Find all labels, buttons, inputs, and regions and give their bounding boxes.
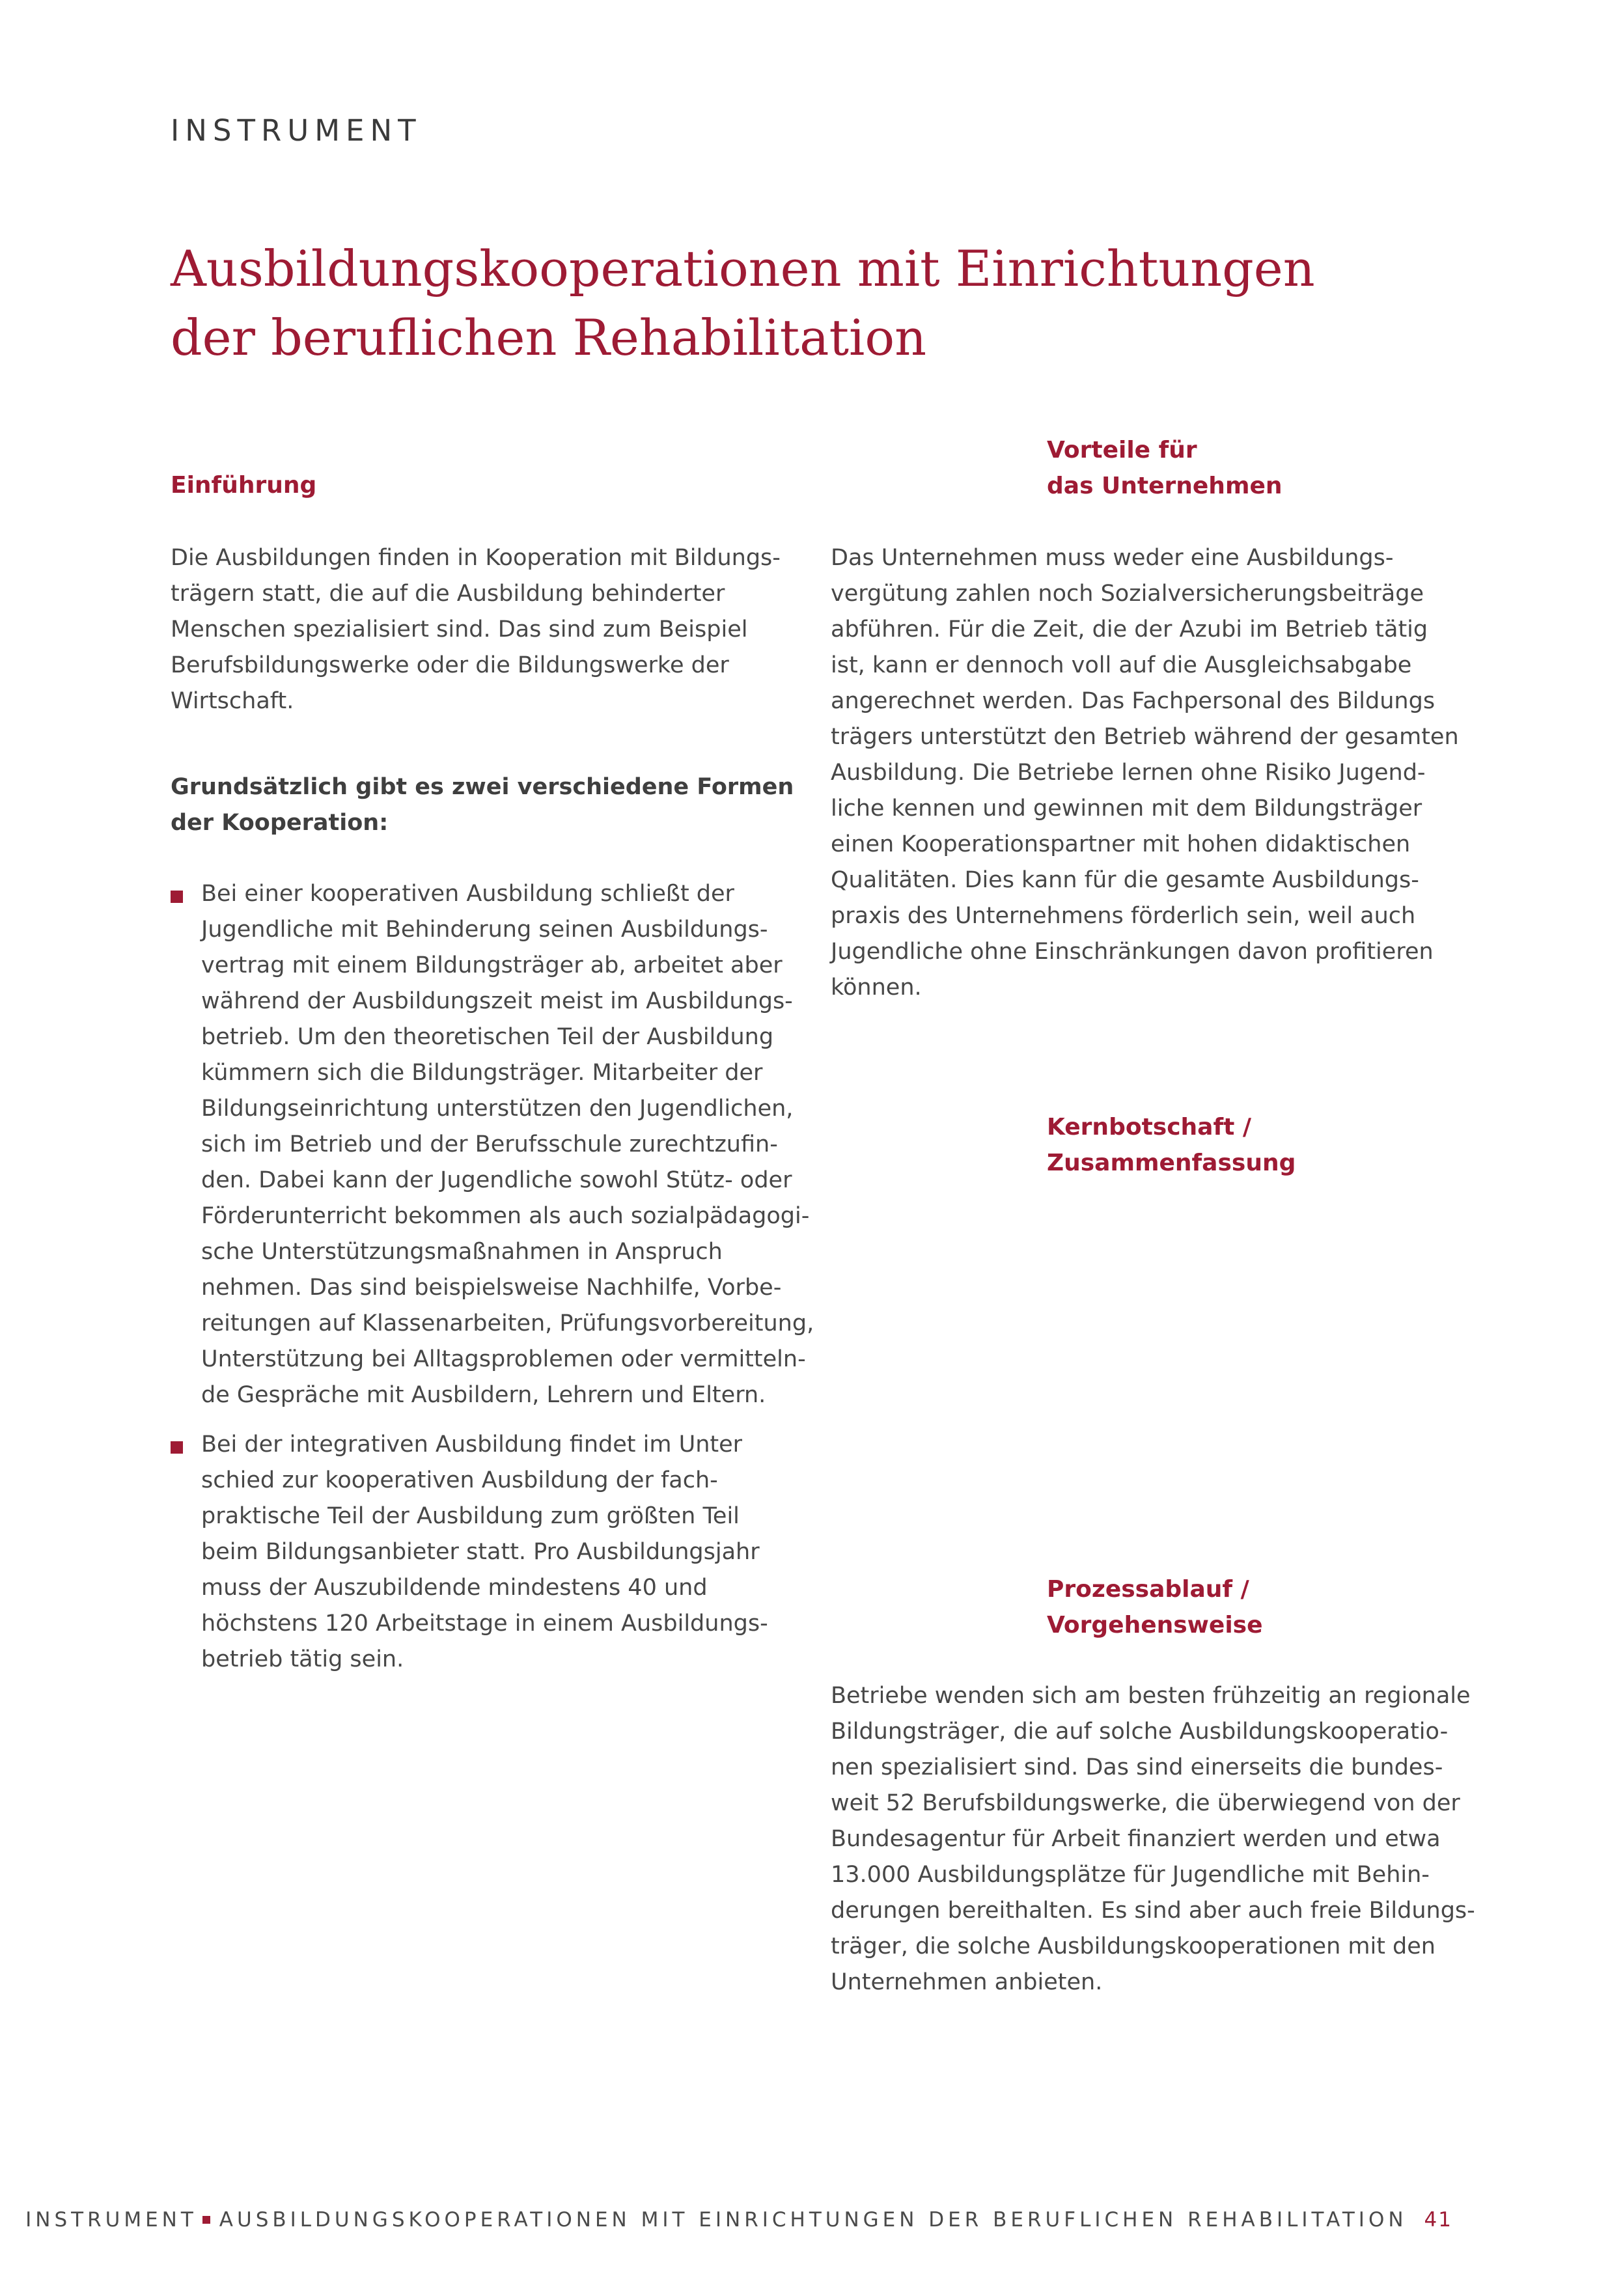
subheading-line: der Kooperation:: [171, 810, 389, 836]
subheading-line: Grundsätzlich gibt es zwei verschiedene Formen: [171, 774, 794, 800]
text-line: Die Ausbildungen finden in Kooperation mit Bildungs-: [171, 545, 781, 571]
text-line: können.: [831, 975, 922, 1001]
text-line: Jugendliche mit Behinderung seinen Ausbildungs-: [201, 917, 768, 943]
text-line: vergütung zahlen noch Sozialversicherungsbeiträge: [831, 581, 1424, 607]
text-line: derungen bereithalten. Es sind aber auch freie Bildungs-: [831, 1898, 1475, 1924]
footer-title: AUSBILDUNGSKOOPERATIONEN MIT EINRICHTUNGEN DER BERUFLICHEN REHABILITATION: [219, 2208, 1408, 2232]
footer-separator: [202, 2216, 210, 2224]
text-line: höchstens 120 Arbeitstage in einem Ausbildungs-: [201, 1611, 768, 1637]
text-line: Menschen spezialisiert sind. Das sind zum Beispiel: [171, 616, 748, 643]
page-footer: [25, 2208, 1452, 2232]
text-line: Bundesagentur für Arbeit finanziert werden und etwa: [831, 1826, 1441, 1852]
heading-line: Vorgehensweise: [1047, 1612, 1263, 1639]
text-line: während der Ausbildungszeit meist im Ausbildungs-: [201, 988, 793, 1014]
heading-line: Prozessablauf /: [1047, 1576, 1249, 1603]
text-line: träger, die solche Ausbildungskooperationen mit den: [831, 1933, 1436, 1959]
list-item: [201, 1427, 768, 1678]
text-line: angerechnet werden. Das Fachpersonal des Bildungs: [831, 688, 1436, 714]
text-line: schied zur kooperativen Ausbildung der fach-: [201, 1467, 718, 1493]
text-line: abführen. Für die Zeit, die der Azubi im Betrieb tätig: [831, 616, 1428, 643]
heading-line: das Unternehmen: [1047, 473, 1283, 499]
vorteile-heading: [1047, 432, 1283, 504]
page-title-line: der beruflichen Rehabilitation: [171, 309, 927, 367]
text-line: Das Unternehmen muss weder eine Ausbildungs-: [831, 545, 1394, 571]
text-line: praxis des Unternehmens förderlich sein, weil auch: [831, 903, 1416, 929]
text-line: nehmen. Das sind beispielsweise Nachhilfe, Vorbe-: [201, 1275, 782, 1301]
heading-text: Einführung: [171, 472, 317, 499]
bullet-marker: [171, 1441, 183, 1454]
text-line: betrieb. Um den theoretischen Teil der Ausbildung: [201, 1024, 774, 1050]
vorteile-paragraph: [831, 540, 1459, 1006]
text-line: Bei einer kooperativen Ausbildung schließt der: [201, 881, 734, 907]
text-line: kümmern sich die Bildungsträger. Mitarbeiter der: [201, 1060, 763, 1086]
text-line: ist, kann er dennoch voll auf die Ausgleichsabgabe: [831, 652, 1412, 678]
page-title: [171, 234, 1473, 372]
section-kicker: INSTRUMENT: [171, 113, 422, 148]
text-line: Bei der integrativen Ausbildung findet im Unter: [201, 1432, 743, 1458]
text-line: Jugendliche ohne Einschränkungen davon profitieren: [831, 939, 1434, 965]
text-line: Bildungseinrichtung unterstützen den Jugendlichen,: [201, 1096, 794, 1122]
text-line: de Gespräche mit Ausbildern, Lehrern und Eltern.: [201, 1382, 766, 1408]
bullet-marker: [171, 891, 183, 903]
text-line: sche Unterstützungsmaßnahmen in Anspruch: [201, 1239, 723, 1265]
text-line: Berufsbildungswerke oder die Bildungswerke der: [171, 652, 729, 678]
kernbotschaft-heading: [1047, 1109, 1296, 1181]
text-line: Unterstützung bei Alltagsproblemen oder vermitteln-: [201, 1346, 806, 1372]
prozessablauf-paragraph: [831, 1678, 1475, 2000]
einfuehrung-paragraph: [171, 540, 781, 719]
text-line: Wirtschaft.: [171, 688, 294, 714]
text-line: den. Dabei kann der Jugendliche sowohl Stütz- oder: [201, 1167, 792, 1193]
text-line: nen spezialisiert sind. Das sind einerseits die bundes-: [831, 1754, 1443, 1780]
text-line: liche kennen und gewinnen mit dem Bildungsträger: [831, 795, 1422, 822]
page-number: 41: [1424, 2208, 1452, 2232]
text-line: sich im Betrieb und der Berufsschule zurechtzufin-: [201, 1131, 778, 1157]
list-item: [201, 876, 814, 1413]
text-line: Unternehmen anbieten.: [831, 1969, 1103, 1995]
text-line: Betriebe wenden sich am besten frühzeitig an regionale: [831, 1683, 1471, 1709]
text-line: weit 52 Berufsbildungswerke, die überwiegend von der: [831, 1790, 1460, 1816]
text-line: betrieb tätig sein.: [201, 1646, 404, 1672]
text-line: praktische Teil der Ausbildung zum größten Teil: [201, 1503, 740, 1529]
text-line: trägers unterstützt den Betrieb während der gesamten: [831, 724, 1459, 750]
text-line: einen Kooperationspartner mit hohen didaktischen: [831, 831, 1411, 857]
prozessablauf-heading: [1047, 1571, 1263, 1643]
heading-line: Zusammenfassung: [1047, 1150, 1296, 1176]
text-line: Ausbildung. Die Betriebe lernen ohne Risiko Jugend-: [831, 760, 1426, 786]
kooperation-subheading: [171, 769, 794, 841]
text-line: muss der Auszubildende mindestens 40 und: [201, 1575, 708, 1601]
text-line: reitungen auf Klassenarbeiten, Prüfungsvorbereitung,: [201, 1310, 814, 1336]
page-title-line: Ausbildungskooperationen mit Einrichtungen: [171, 240, 1315, 297]
text-line: Qualitäten. Dies kann für die gesamte Ausbildungs-: [831, 867, 1419, 893]
text-line: beim Bildungsanbieter statt. Pro Ausbildungsjahr: [201, 1539, 760, 1565]
heading-line: Kernbotschaft /: [1047, 1114, 1252, 1141]
text-line: Förderunterricht bekommen als auch sozialpädagogi-: [201, 1203, 810, 1229]
text-line: trägern statt, die auf die Ausbildung behinderter: [171, 581, 725, 607]
heading-line: Vorteile für: [1047, 437, 1197, 463]
einfuehrung-heading: [171, 467, 316, 503]
text-line: Bildungsträger, die auf solche Ausbildungskooperatio-: [831, 1719, 1449, 1745]
footer-section: INSTRUMENT: [25, 2208, 197, 2232]
text-line: 13.000 Ausbildungsplätze für Jugendliche mit Behin-: [831, 1862, 1430, 1888]
text-line: vertrag mit einem Bildungsträger ab, arbeitet aber: [201, 952, 783, 978]
